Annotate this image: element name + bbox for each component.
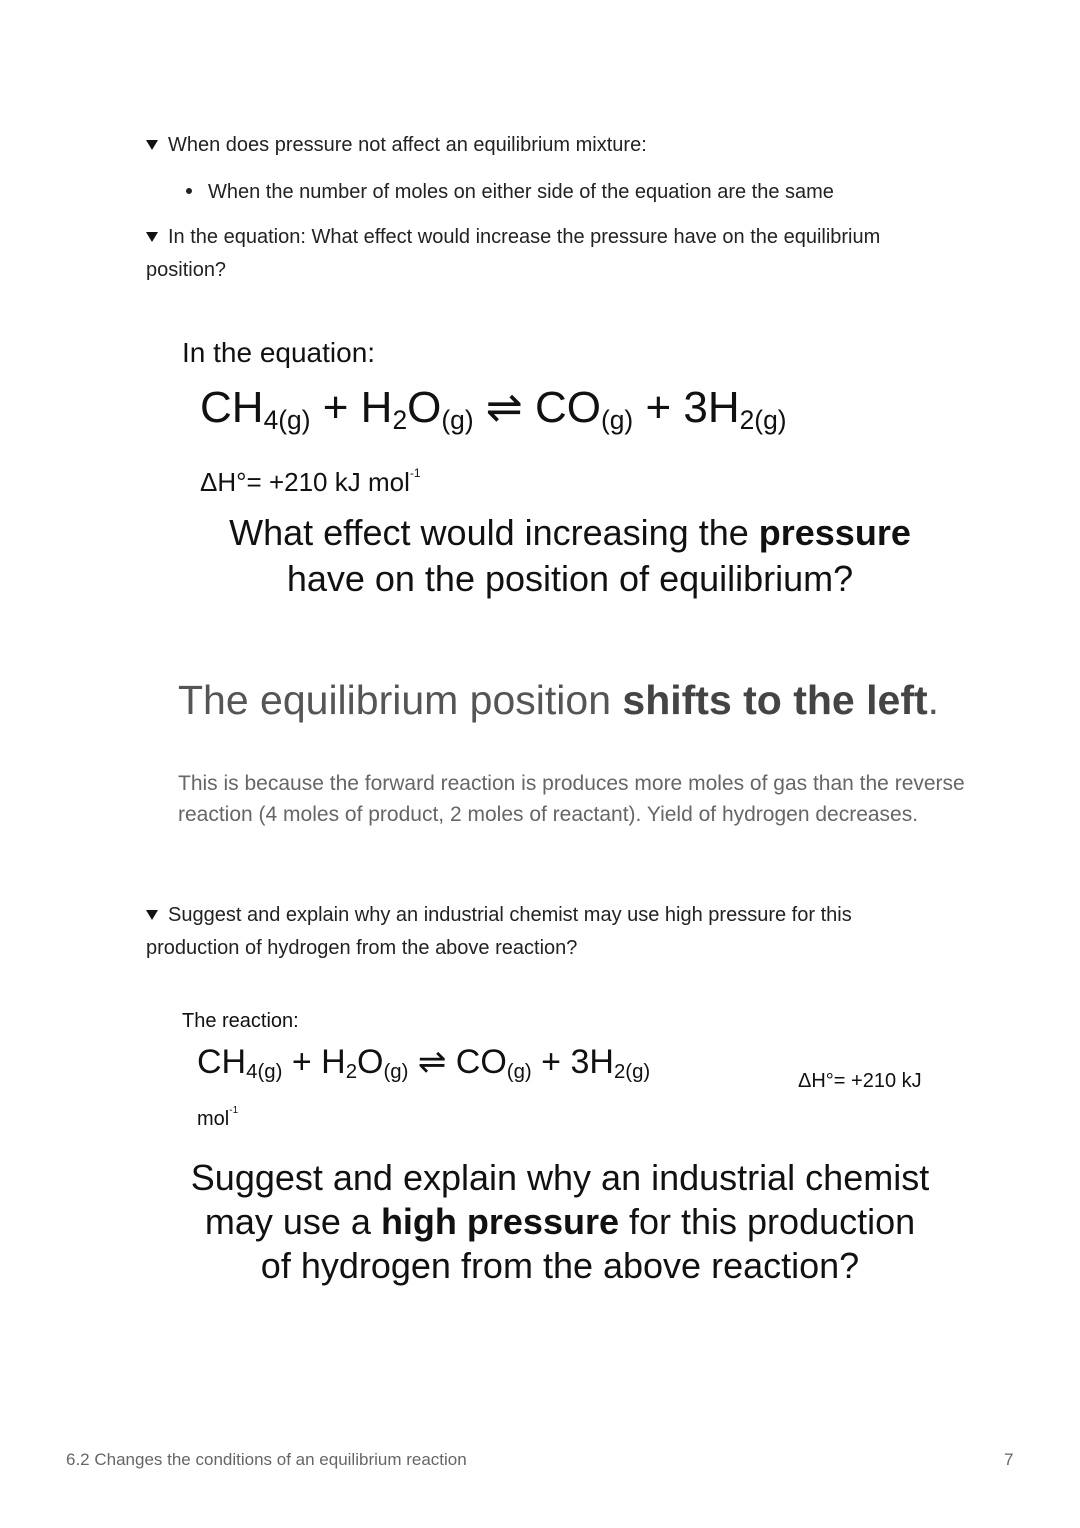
bullet-text: When the number of moles on either side of the equation are the same	[208, 181, 834, 203]
slide-question	[170, 510, 970, 602]
enthalpy-change: ΔH°= +210 kJ	[798, 1070, 922, 1092]
slide-intro: The reaction:	[182, 1010, 299, 1032]
water-oxygen: O	[407, 383, 442, 432]
hydrogen-state: 2(g)	[739, 404, 787, 435]
ask-line1: Suggest and explain why an industrial chemist	[190, 1157, 930, 1198]
answer-title-end: .	[927, 677, 940, 723]
question-text: When does pressure not affect an equilibrium mixture:	[168, 134, 647, 156]
unit-text: mol	[197, 1108, 230, 1130]
methane-state: 4(g)	[263, 404, 311, 435]
answer-explanation: This is because the forward reaction is produces more moles of gas than the reverse reaction (4 moles of product, 2 moles of reactant). Yield of hydrogen decreases.	[178, 772, 965, 826]
chemical-equation	[197, 1042, 650, 1082]
product-hydrogen: + 3H	[541, 1043, 614, 1081]
co-state: (g)	[600, 404, 634, 435]
ask-text: What effect would increasing the	[229, 512, 759, 553]
water-state: (g)	[441, 404, 474, 435]
reactant-methane: CH	[197, 1043, 247, 1081]
triangle-down-icon[interactable]	[146, 232, 158, 242]
water-oxygen: O	[357, 1043, 384, 1081]
question-pressure-no-effect	[146, 134, 647, 157]
answer-title-bold: shifts to the left	[622, 677, 928, 723]
question-line2: position?	[146, 259, 227, 281]
water-state: (g)	[383, 1061, 409, 1084]
question-text: In the equation: What effect would increase the pressure have on the equilibrium	[168, 226, 881, 248]
bullet-answer	[186, 181, 834, 204]
reactant-water: + H	[322, 383, 393, 432]
ask-line2-post: for this production	[619, 1201, 916, 1242]
ask-line2-pre: may use a	[204, 1201, 381, 1242]
footer-title: 6.2 Changes the conditions of an equilibrium reaction	[66, 1450, 467, 1469]
enthalpy-value: ΔH°= +210 kJ mol	[200, 467, 410, 497]
page-number: 7	[1004, 1450, 1014, 1469]
co-state: (g)	[506, 1061, 532, 1084]
enthalpy-unit	[197, 1105, 239, 1131]
unit-exponent: -1	[229, 1105, 239, 1116]
product-co: ⇌ CO	[417, 1043, 507, 1081]
answer-title-text: The equilibrium position	[178, 677, 623, 723]
chemical-equation	[200, 382, 787, 433]
product-hydrogen: + 3H	[645, 383, 740, 432]
question-line2: production of hydrogen from the above reaction?	[146, 937, 578, 959]
reactant-water: + H	[291, 1043, 346, 1081]
methane-state: 4(g)	[246, 1061, 283, 1084]
ask-line2-bold: high pressure	[380, 1201, 619, 1242]
bullet-icon	[186, 188, 192, 194]
slide-intro: In the equation:	[182, 337, 376, 368]
reactant-methane: CH	[200, 383, 264, 432]
enthalpy-change	[200, 467, 421, 498]
enthalpy-exponent: -1	[409, 466, 421, 480]
triangle-down-icon[interactable]	[146, 910, 158, 920]
hydrogen-state: 2(g)	[613, 1061, 651, 1084]
slide-question	[160, 1156, 960, 1288]
ask-line2: have on the position of equilibrium?	[286, 558, 854, 599]
answer-title	[178, 677, 939, 724]
question-increase-pressure	[146, 226, 880, 249]
water-subscript: 2	[345, 1061, 358, 1084]
ask-bold: pressure	[758, 512, 911, 553]
question-text: Suggest and explain why an industrial chemist may use high pressure for this	[168, 904, 852, 926]
triangle-down-icon[interactable]	[146, 140, 158, 150]
water-subscript: 2	[392, 404, 408, 435]
question-high-pressure	[146, 904, 852, 927]
ask-line3: of hydrogen from the above reaction?	[260, 1245, 860, 1286]
product-co: ⇌ CO	[485, 383, 601, 432]
